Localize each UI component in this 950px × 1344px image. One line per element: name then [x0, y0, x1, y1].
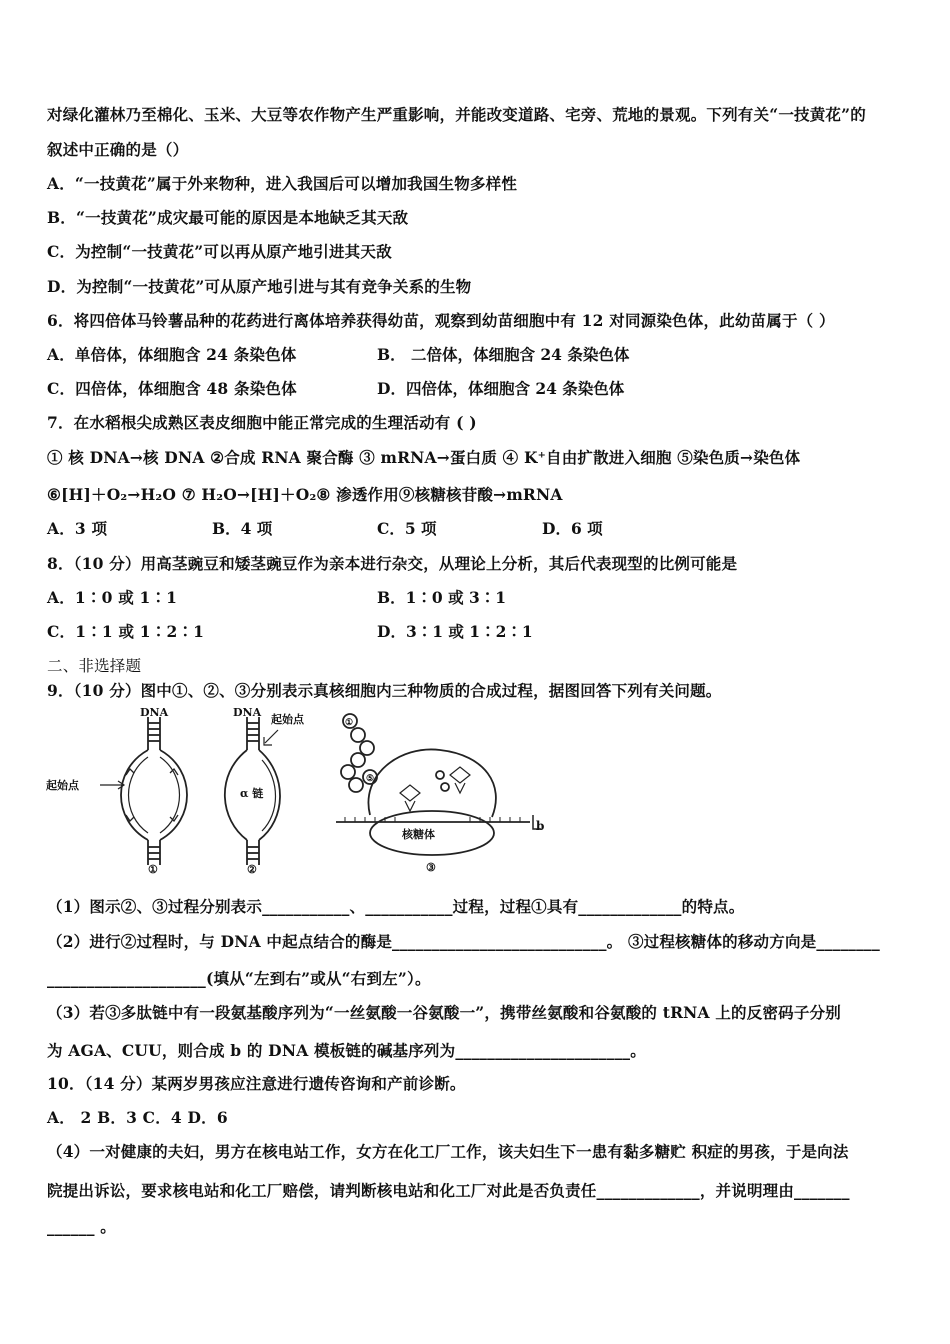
q7-option-a: A．3 项 [47, 519, 108, 538]
q8-option-c: C．1∶1 或 1∶2∶1 [47, 622, 205, 641]
label-dna-1: DNA [140, 706, 169, 719]
intro-line-2: 叙述中正确的是（） [47, 140, 189, 159]
q9-part-2: （2）进行②过程时，与 DNA 中起点结合的酶是___________________________。 ③过程核糖体的移动方向是________ [47, 932, 880, 951]
label-chain-start: ① [345, 718, 354, 728]
q10-part-4-end: ______ 。 [47, 1217, 116, 1236]
label-process-3: ③ [426, 861, 436, 874]
q10-stem: 10．（14 分）某两岁男孩应注意进行遗传咨询和产前诊断。 [47, 1074, 466, 1093]
q8-option-a: A．1∶0 或 1∶1 [47, 588, 178, 607]
q9-stem: 9．（10 分）图中①、②、③分别表示真核细胞内三种物质的合成过程，据图回答下列有关问题。 [47, 681, 722, 700]
q6-option-c: C．四倍体，体细胞含 48 条染色体 [47, 379, 297, 398]
label-origin-left: 起始点 [46, 779, 79, 792]
q10-part-4: （4）一对健康的夫妇，男方在核电站工作，女方在化工厂工作，该夫妇生下一患有黏多糖贮 积症的男孩，于是向法 [47, 1142, 849, 1161]
q7-stem: 7．在水稻根尖成熟区表皮细胞中能正常完成的生理活动有 ( ) [47, 413, 477, 432]
label-chain-mid: ⑤ [366, 774, 375, 784]
q6-option-a: A．单倍体，体细胞含 24 条染色体 [47, 345, 297, 364]
q5-option-d: D．为控制“一技黄花”可从原产地引进与其有竞争关系的生物 [47, 277, 472, 296]
q7-option-d: D．6 项 [542, 519, 603, 538]
label-process-2: ② [247, 863, 257, 875]
q5-option-c: C．为控制“一技黄花”可以再从原产地引进其天敌 [47, 242, 392, 261]
q9-part-2-cont: ____________________(填从“左到右”或从“右到左”）。 [47, 969, 431, 988]
q9-part-3: （3）若③多肽链中有一段氨基酸序列为“一丝氨酸一谷氨酸一”，携带丝氨酸和谷氨酸的 tRNA 上的反密码子分别 [47, 1003, 841, 1022]
q10-part-4-cont: 院提出诉讼，要求核电站和化工厂赔偿，请判断核电站和化工厂对此是否负责任_____________，并说明理由_______ [47, 1181, 850, 1200]
q5-option-b: B．“一技黄花”成灾最可能的原因是本地缺乏其天敌 [47, 208, 409, 227]
label-origin-right: 起始点 [271, 713, 304, 726]
label-process-1: ① [148, 863, 158, 875]
q6-option-d: D．四倍体，体细胞含 24 条染色体 [377, 379, 625, 398]
q9-part-1: （1）图示②、③过程分别表示___________、___________过程，过程①具有_____________的特点。 [47, 897, 745, 916]
label-dna-2: DNA [233, 706, 262, 719]
synthesis-figure [40, 705, 560, 875]
q6-option-b: B． 二倍体，体细胞含 24 条染色体 [377, 345, 630, 364]
q8-option-d: D．3∶1 或 1∶2∶1 [377, 622, 533, 641]
q7-list-1: ① 核 DNA→核 DNA ②合成 RNA 聚合酶 ③ mRNA→蛋白质 ④ K⁺自由扩散进入细胞 ⑤染色质→染色体 [47, 448, 801, 467]
section-heading: 二、非选择题 [47, 657, 142, 675]
q7-option-b: B．4 项 [212, 519, 273, 538]
label-b: b [536, 819, 545, 833]
q6-stem: 6．将四倍体马铃薯品种的花药进行离体培养获得幼苗，观察到幼苗细胞中有 12 对同源染色体，此幼苗属于（ ） [47, 311, 835, 330]
q7-option-c: C．5 项 [377, 519, 437, 538]
q8-stem: 8．（10 分）用高茎豌豆和矮茎豌豆作为亲本进行杂交，从理论上分析，其后代表现型的比例可能是 [47, 554, 738, 573]
intro-line-1: 对绿化灌林乃至棉化、玉米、大豆等农作物产生严重影响，并能改变道路、宅旁、荒地的景观。下列有关“一技黄花”的 [47, 105, 866, 124]
translation-diagram [336, 714, 541, 855]
label-alpha-chain: α 链 [240, 787, 264, 800]
dna-replication-diagram [100, 717, 187, 865]
label-ribosome: 核糖体 [402, 828, 435, 841]
q9-part-3-cont: 为 AGA、CUU，则合成 b 的 DNA 模板链的碱基序列为______________________。 [47, 1041, 646, 1060]
q7-list-2: ⑥[H]＋O₂→H₂O ⑦ H₂O→[H]＋O₂⑧ 渗透作用⑨核糖核苷酸→mRNA [47, 485, 563, 504]
q10-options: A． 2 B．3 C．4 D．6 [47, 1108, 228, 1127]
q5-option-a: A．“一技黄花”属于外来物种，进入我国后可以增加我国生物多样性 [47, 174, 518, 193]
q8-option-b: B．1∶0 或 3∶1 [377, 588, 507, 607]
